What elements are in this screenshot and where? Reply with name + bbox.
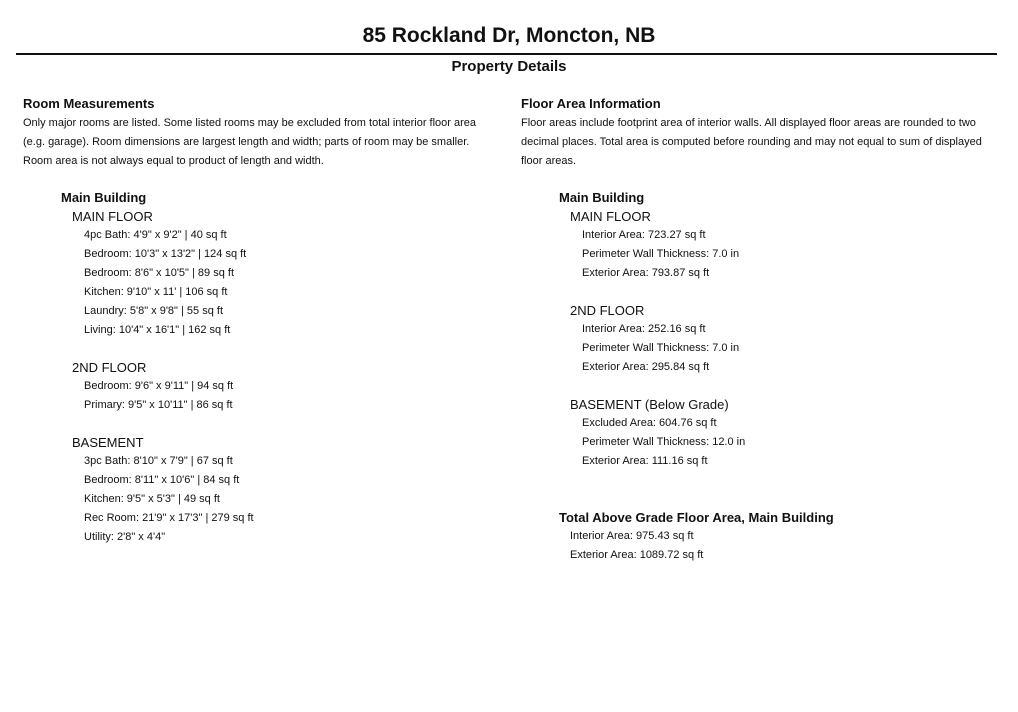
total-area-line: Exterior Area: 1089.72 sq ft bbox=[570, 549, 704, 561]
area-line: Perimeter Wall Thickness: 7.0 in bbox=[582, 342, 740, 354]
room-floor-2nd bbox=[72, 358, 501, 415]
room-measurements-heading: Room Measurements bbox=[23, 96, 155, 111]
title-divider bbox=[16, 53, 997, 55]
area-floor-2nd bbox=[570, 301, 1001, 377]
floor-name: MAIN FLOOR bbox=[570, 209, 651, 224]
floor-area-section bbox=[521, 95, 1001, 565]
area-line: Perimeter Wall Thickness: 7.0 in bbox=[582, 248, 740, 260]
floor-name: 2ND FLOOR bbox=[72, 360, 147, 375]
room-floor-basement bbox=[72, 433, 501, 547]
area-line: Perimeter Wall Thickness: 12.0 in bbox=[582, 436, 746, 448]
total-area-block bbox=[559, 508, 1001, 565]
floor-area-note: Floor areas include footprint area of interior walls. All displayed floor areas are rounded to two decimal places. Total area is computed before rounding and may not equal to sum of displayed floor areas. bbox=[521, 117, 982, 167]
room-line: 4pc Bath: 4'9" x 9'2" | 40 sq ft bbox=[84, 229, 227, 241]
area-building-block bbox=[559, 188, 1001, 471]
floor-name: BASEMENT (Below Grade) bbox=[570, 397, 729, 412]
area-line: Exterior Area: 295.84 sq ft bbox=[582, 361, 710, 373]
room-building-block bbox=[61, 188, 501, 547]
area-floor-main bbox=[570, 207, 1001, 283]
room-measurements-section bbox=[23, 95, 501, 547]
room-line: Living: 10'4" x 16'1" | 162 sq ft bbox=[84, 324, 231, 336]
area-floor-basement bbox=[570, 395, 1001, 471]
room-measurements-note: Only major rooms are listed. Some listed rooms may be excluded from total interior floor area (e.g. garage). Room dimensions are largest length and width; parts of room may be smaller. Room area is not always equal to product of length and width. bbox=[23, 117, 477, 167]
area-line: Interior Area: 252.16 sq ft bbox=[582, 323, 706, 335]
area-line: Exterior Area: 793.87 sq ft bbox=[582, 267, 710, 279]
room-line: 3pc Bath: 8'10" x 7'9" | 67 sq ft bbox=[84, 455, 233, 467]
room-line: Kitchen: 9'10" x 11' | 106 sq ft bbox=[84, 286, 228, 298]
room-floor-main bbox=[72, 207, 501, 340]
area-line: Exterior Area: 111.16 sq ft bbox=[582, 455, 708, 467]
room-line: Kitchen: 9'5" x 5'3" | 49 sq ft bbox=[84, 493, 220, 505]
total-area-line: Interior Area: 975.43 sq ft bbox=[570, 530, 694, 542]
room-line: Bedroom: 10'3" x 13'2" | 124 sq ft bbox=[84, 248, 247, 260]
total-area-lines bbox=[570, 527, 1001, 565]
area-building-title: Main Building bbox=[559, 190, 645, 205]
area-line: Interior Area: 723.27 sq ft bbox=[582, 229, 706, 241]
floor-area-heading: Floor Area Information bbox=[521, 96, 661, 111]
room-building-title: Main Building bbox=[61, 190, 147, 205]
room-line: Bedroom: 8'11" x 10'6" | 84 sq ft bbox=[84, 474, 240, 486]
page-subtitle: Property Details bbox=[451, 58, 567, 75]
page-title: 85 Rockland Dr, Moncton, NB bbox=[362, 24, 656, 47]
room-line: Primary: 9'5" x 10'11" | 86 sq ft bbox=[84, 399, 233, 411]
room-line: Rec Room: 21'9" x 17'3" | 279 sq ft bbox=[84, 512, 254, 524]
room-line: Bedroom: 8'6" x 10'5" | 89 sq ft bbox=[84, 267, 235, 279]
total-area-heading: Total Above Grade Floor Area, Main Building bbox=[559, 510, 834, 525]
room-line: Bedroom: 9'6" x 9'11" | 94 sq ft bbox=[84, 380, 234, 392]
room-line: Laundry: 5'8" x 9'8" | 55 sq ft bbox=[84, 305, 224, 317]
floor-name: BASEMENT bbox=[72, 435, 144, 450]
area-line: Excluded Area: 604.76 sq ft bbox=[582, 417, 717, 429]
floor-name: MAIN FLOOR bbox=[72, 209, 153, 224]
room-line: Utility: 2'8" x 4'4" bbox=[84, 531, 166, 543]
floor-name: 2ND FLOOR bbox=[570, 303, 645, 318]
